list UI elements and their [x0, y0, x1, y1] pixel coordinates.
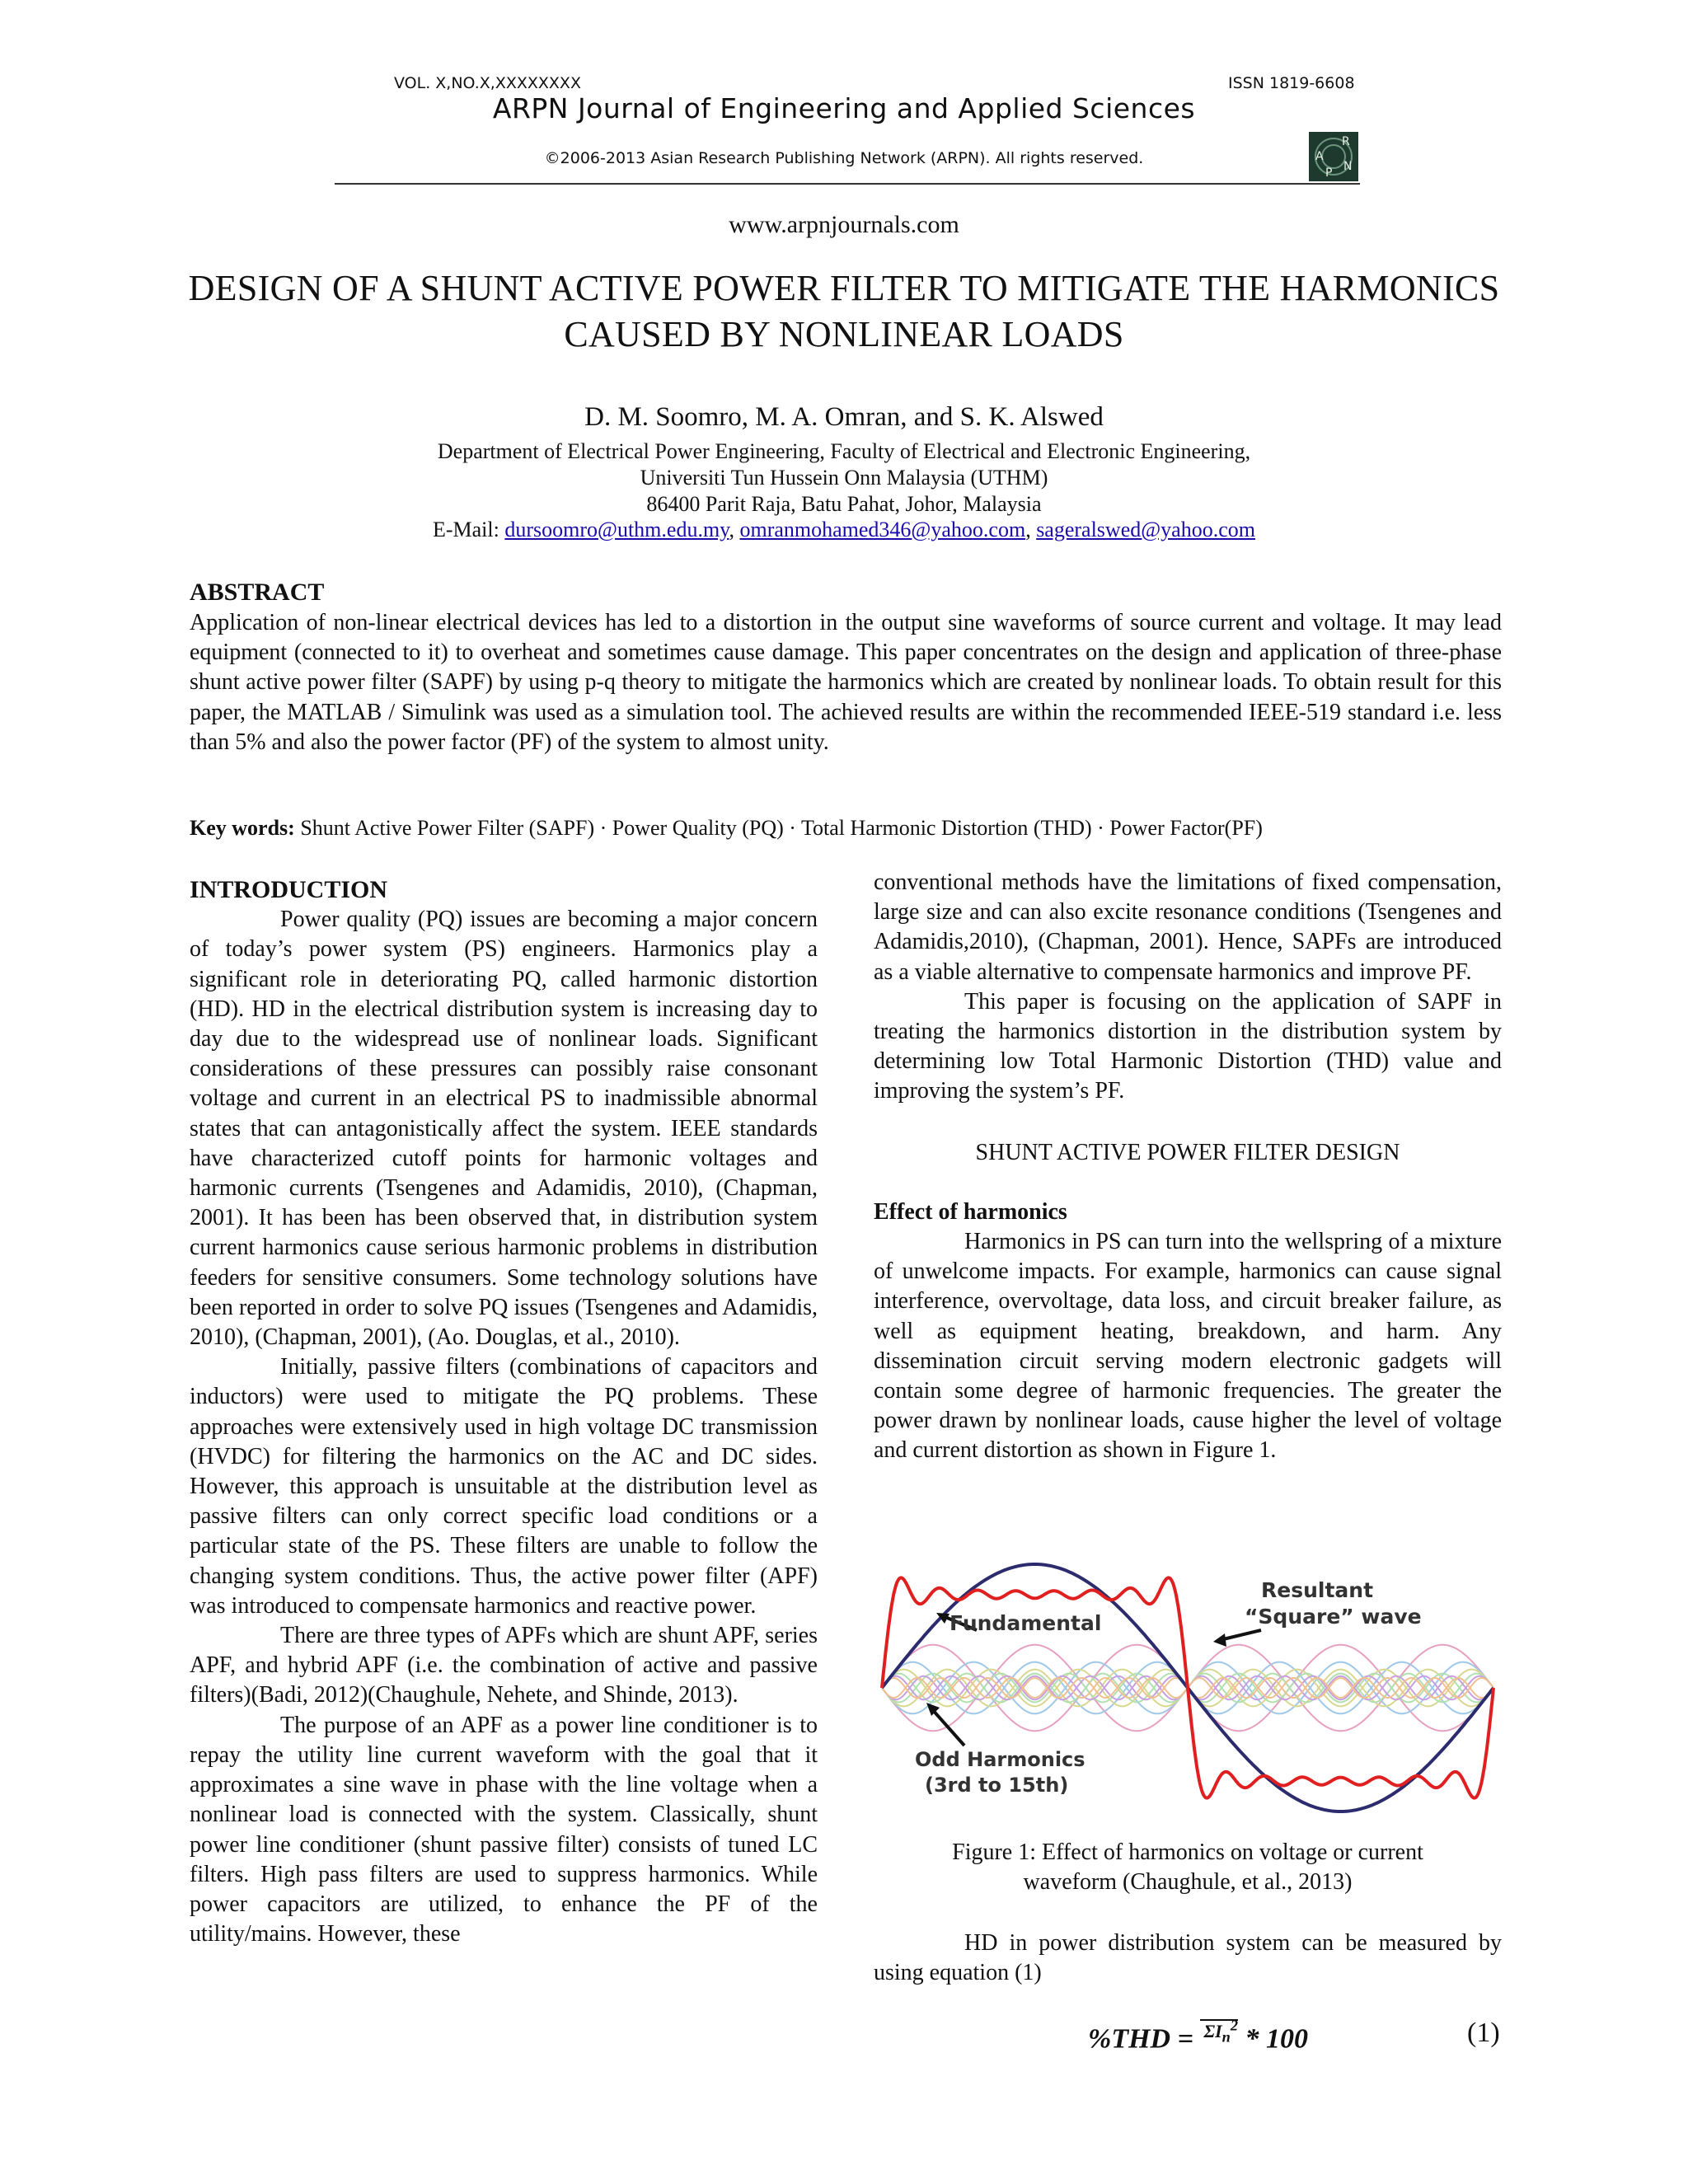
equation-sum: ΣI [1203, 2021, 1222, 2042]
arpn-logo [1309, 132, 1358, 181]
logo-letter: R [1342, 135, 1350, 148]
logo-letter: N [1343, 160, 1353, 173]
keywords [190, 816, 1508, 841]
odd-harmonics-range-label: (3rd to 15th) [925, 1774, 1069, 1797]
left-column [190, 875, 818, 2052]
design-paragraph: HD in power distribution system can be measured by using equation (1) [874, 1930, 1502, 1986]
figure-1-caption [890, 1838, 1485, 1897]
email-separator: , [729, 518, 740, 541]
logo-letter: P [1325, 166, 1333, 180]
intro-paragraph: This paper is focusing on the application of SAPF in treating the harmonics distortion in the distribution system by determining low Total Harmonic Distortion (THD) value and improving the system’s PF. [874, 988, 1502, 1104]
affiliation-line: Department of Electrical Power Engineering, Faculty of Electrical and Electronic Engineering, [437, 439, 1251, 463]
copyright-notice: ©2006-2013 Asian Research Publishing Network (ARPN). All rights reserved. [544, 149, 1144, 167]
caption-line: waveform (Chaughule, et al., 2013) [1023, 1869, 1353, 1895]
equation-times: * 100 [1245, 2023, 1309, 2052]
email-separator: , [1025, 518, 1037, 541]
email-link-omran[interactable]: omranmohamed346@yahoo.com [739, 518, 1026, 541]
journal-website: www.arpnjournals.com [729, 211, 959, 238]
equation-equals: = [1177, 2023, 1193, 2052]
resultant-label: Resultant [1261, 1578, 1374, 1602]
email-link-soomro[interactable]: dursoomro@uthm.edu.my [504, 518, 729, 541]
right-column [874, 868, 1502, 1466]
email-link-alswed[interactable]: sageralswed@yahoo.com [1036, 518, 1255, 541]
resultant-arrow [1220, 1630, 1261, 1640]
design-paragraph-2 [874, 1929, 1502, 1988]
fundamental-label: Fundamental [950, 1611, 1102, 1635]
equation-number: (1) [1467, 2018, 1500, 2048]
thd-equation [1088, 2016, 1517, 2052]
keywords-text: Shunt Active Power Filter (SAPF) · Power Quality (PQ) · Total Harmonic Distortion (THD) · Power Factor(PF) [294, 816, 1263, 840]
intro-paragraph: Initially, passive filters (combinations of capacitors and inductors) were used to mitigate the PQ problems. These approaches were extensively used in high voltage DC transmission (HVDC) for filtering the harmonics on the AC and DC sides. However, this approach is unsuitable at the distribution level as passive filters can only correct specific load conditions or a particular state of the PS. These filters are unable to follow the changing system conditions. Thus, the active power filter (APF) was introduced to compensate harmonics and reactive power. [190, 1354, 818, 1619]
affiliation-line: Universiti Tun Hussein Onn Malaysia (UTHM) [640, 466, 1048, 490]
title-line: DESIGN OF A SHUNT ACTIVE POWER FILTER TO MITIGATE THE HARMONICS [188, 268, 1500, 308]
journal-name: ARPN Journal of Engineering and Applied Sciences [492, 92, 1196, 124]
abstract-heading: ABSTRACT [190, 579, 325, 606]
logo-letter: A [1315, 150, 1324, 163]
keywords-label: Key words: [190, 816, 295, 840]
equation-lhs: %THD [1088, 2023, 1171, 2052]
email-line [0, 518, 1688, 542]
equation-superscript: 2 [1230, 2018, 1239, 2034]
equation-subscript: n [1221, 2028, 1231, 2046]
square-wave-label: “Square” wave [1245, 1605, 1422, 1629]
design-paragraph: Harmonics in PS can turn into the wellspring of a mixture of unwelcome impacts. For example, harmonics can cause signal interference, overvoltage, data loss, and circuit breaker failure, as well as equipment heating, breakdown, and harm. Any dissemination circuit serving modern electronic gadgets will contain some degree of harmonic frequencies. The greater the power drawn by nonlinear loads, cause higher the level of voltage and current distortion as shown in Figure 1. [874, 1229, 1502, 1464]
authors: D. M. Soomro, M. A. Omran, and S. K. Alswed [584, 402, 1104, 432]
section-heading: SHUNT ACTIVE POWER FILTER DESIGN [975, 1139, 1400, 1165]
subsection-heading: Effect of harmonics [874, 1198, 1067, 1225]
intro-paragraph: Power quality (PQ) issues are becoming a major concern of today’s power system (PS) engineers. Harmonics play a significant role in deteriorating PQ, called harmonic distortion (HD). HD in the electrical distribution system is increasing day to day due to the widespread use of nonlinear loads. Significant considerations of these pressures can possibly raise consonant voltage and current in an electrical PS to inadmissible abnormal states that can antagonistically affect the system. IEEE standards have characterized cutoff points for harmonic voltages and harmonic currents (Tsengenes and Adamidis, 2010), (Chapman, 2001). It has been has been observed that, in distribution system current harmonics cause serious harmonic problems in distribution feeders for sensitive consumers. Some technology solutions have been reported in order to solve PQ issues (Tsengenes and Adamidis, 2010), (Chapman, 2001), (Ao. Douglas, et al., 2010). [190, 907, 818, 1351]
figure-1 [874, 1548, 1502, 1830]
harmonics-arrow [931, 1708, 964, 1746]
affiliation-line: 86400 Parit Raja, Batu Pahat, Johor, Malaysia [646, 492, 1042, 516]
email-label: E-Mail: [432, 518, 505, 541]
intro-paragraph: There are three types of APFs which are shunt APF, series APF, and hybrid APF (i.e. the combination of active and passive filters)(Badi, 2012)(Chaughule, Nehete, and Shinde, 2013). [190, 1623, 818, 1708]
abstract-text: Application of non-linear electrical devices has led to a distortion in the output sine waveforms of source current and voltage. It may lead equipment (connected to it) to overheat and sometimes cause damage. This paper concentrates on the design and application of three-phase shunt active power filter (SAPF) by using p-q theory to mitigate the harmonics which are created by nonlinear loads. To obtain result for this paper, the MATLAB / Simulink was used as a simulation tool. The achieved results are within the recommended IEEE-519 standard i.e. less than 5% and also the power factor (PF) of the system to almost unity. [190, 610, 1502, 755]
issn-label: ISSN 1819-6608 [1228, 74, 1355, 92]
paper-title [165, 265, 1523, 358]
intro-paragraph: The purpose of an APF as a power line conditioner is to repay the utility line current waveform with the goal that it approximates a sine wave in phase with the line voltage when a nonlinear load is connected with the system. Classically, shunt power line conditioner (shunt passive filter) consists of tuned LC filters. High pass filters are used to suppress harmonics. While power capacitors are utilized, to enhance the PF of the utility/mains. However, these [190, 1712, 818, 1947]
equation-radical [1200, 2018, 1239, 2046]
odd-harmonics-label: Odd Harmonics [915, 1748, 1085, 1771]
introduction-heading: INTRODUCTION [190, 876, 388, 903]
volume-label: VOL. X,NO.X,XXXXXXXX [394, 74, 581, 92]
caption-line: Figure 1: Effect of harmonics on voltage or current [952, 1840, 1423, 1865]
header-rule [335, 183, 1360, 185]
intro-paragraph: conventional methods have the limitations of fixed compensation, large size and can also excite resonance conditions (Tsengenes and Adamidis,2010), (Chapman, 2001). Hence, SAPFs are introduced as a viable alternative to compensate harmonics and improve PF. [874, 869, 1502, 985]
title-line: CAUSED BY NONLINEAR LOADS [564, 314, 1124, 354]
arrow-head-icon [1213, 1633, 1226, 1647]
